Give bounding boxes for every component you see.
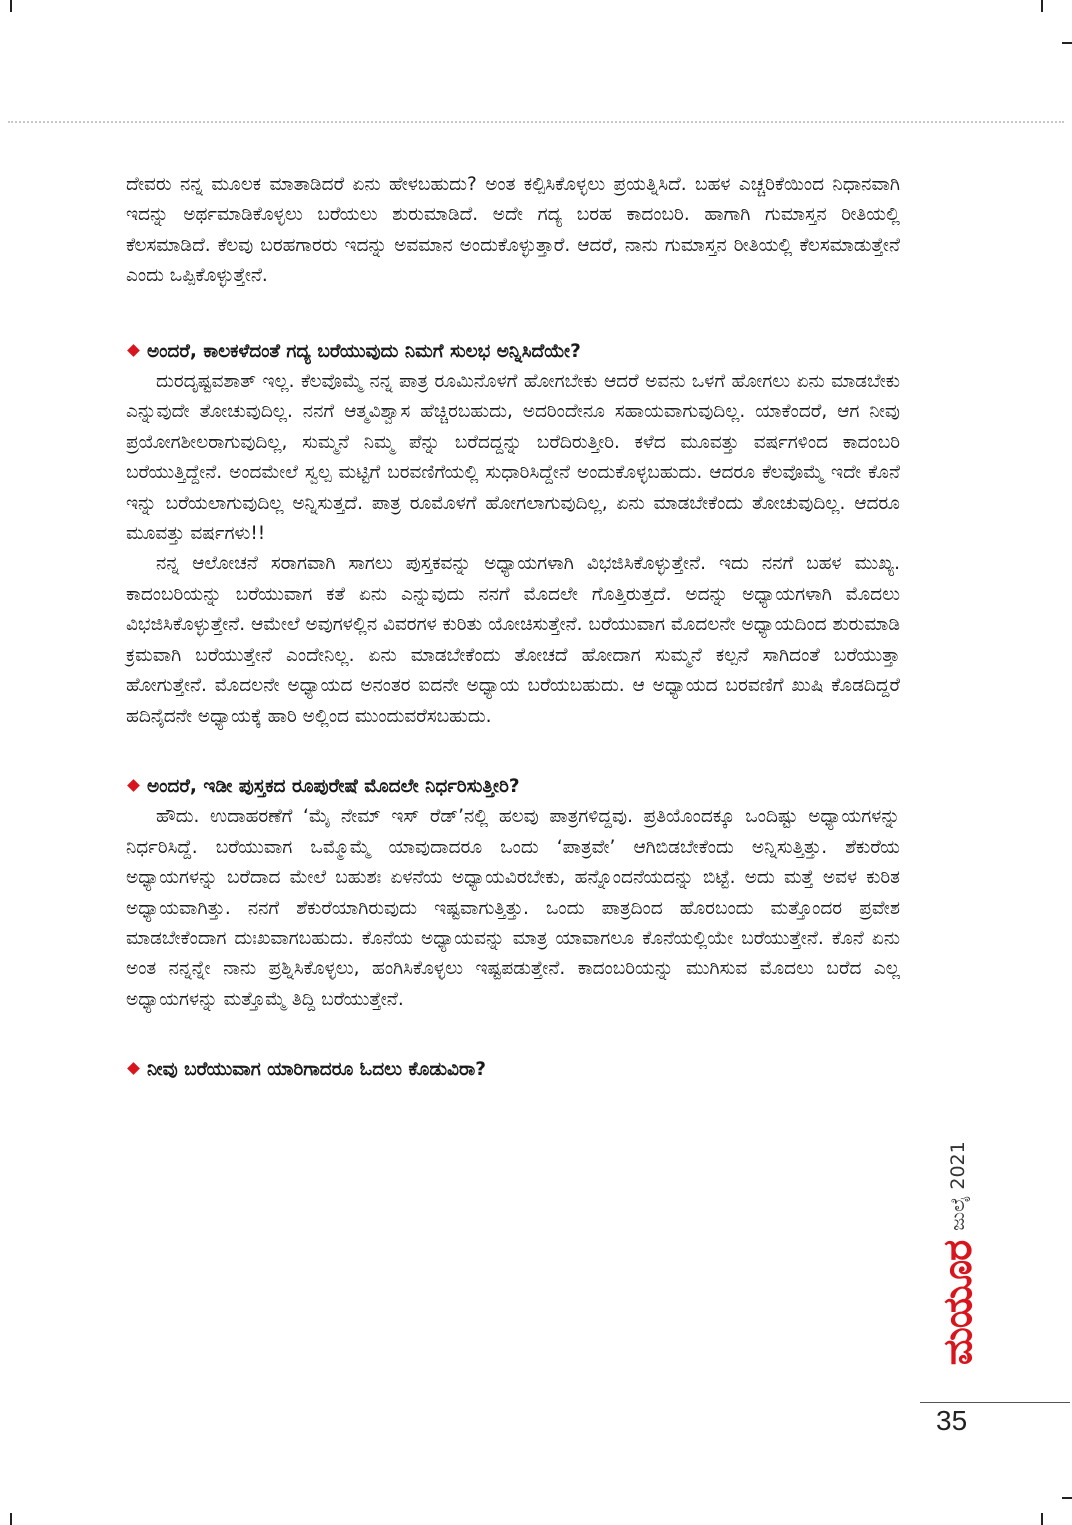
answer-1-paragraph-2: ನನ್ನ ಆಲೋಚನೆ ಸರಾಗವಾಗಿ ಸಾಗಲು ಪುಸ್ತಕವನ್ನು ಅಧ್ಯಾಯಗಳಾಗಿ ವಿಭಜಿಸಿಕೊಳ್ಳುತ್ತೇನೆ. ಇದು ನನಗೆ ಬಹಳ ಮುಖ್ಯ. ಕಾದಂಬರಿಯನ್ನು ಬರೆಯುವಾಗ ಕತೆ ಏನು ಎನ್ನುವುದು ನನಗೆ ಮೊದಲೇ ಗೊತ್ತಿರುತ್ತದೆ. ಅದನ್ನು ಅಧ್ಯಾಯಗಳಾಗಿ ಮೊದಲು ವಿಭಜಿಸಿಕೊಳ್ಳುತ್ತೇನೆ. ಆಮೇಲೆ ಅವುಗಳಲ್ಲಿನ ವಿವರಗಳ ಕುರಿತು ಯೋಚಿಸುತ್ತೇನೆ. ಬರೆಯುವಾಗ ಮೊದಲನೇ ಅಧ್ಯಾಯದಿಂದ ಶುರುಮಾಡಿ ಕ್ರಮವಾಗಿ ಬರೆಯುತ್ತೇನೆ ಎಂದೇನಿಲ್ಲ. ಏನು ಮಾಡಬೇಕೆಂದು ತೋಚದೆ ಹೋದಾಗ ಸುಮ್ಮನೆ ಕಲ್ಪನೆ ಸಾಗಿದಂತೆ ಬರೆಯುತ್ತಾ ಹೋಗುತ್ತೇನೆ. ಮೊದಲನೇ ಅಧ್ಯಾಯದ ಅನಂತರ ಐದನೇ ಅಧ್ಯಾಯ ಬರೆಯಬಹುದು. ಆ ಅಧ್ಯಾಯದ ಬರವಣಿಗೆ ಖುಷಿ ಕೊಡದಿದ್ದರೆ ಹದಿನೈದನೇ ಅಧ್ಯಾಯಕ್ಕೆ ಹಾರಿ ಅಲ್ಲಿಂದ ಮುಂದುವರೆಸಬಹುದು.	[126, 553, 900, 727]
diamond-bullet-icon	[127, 779, 140, 792]
question-2-text: ಅಂದರೆ, ಇಡೀ ಪುಸ್ತಕದ ರೂಪುರೇಷೆ ಮೊದಲೇ ನಿರ್ಧರಿಸುತ್ತೀರಿ?	[147, 775, 520, 797]
question-1	[126, 337, 900, 367]
crop-mark-bottom-right	[1041, 1513, 1043, 1525]
paragraph-intro: ದೇವರು ನನ್ನ ಮೂಲಕ ಮಾತಾಡಿದರೆ ಏನು ಹೇಳಬಹುದು? ಅಂತ ಕಲ್ಪಿಸಿಕೊಳ್ಳಲು ಪ್ರಯತ್ನಿಸಿದೆ. ಬಹಳ ಎಚ್ಚರಿಕೆಯಿಂದ ನಿಧಾನವಾಗಿ ಇದನ್ನು ಅರ್ಥಮಾಡಿಕೊಳ್ಳಲು ಬರೆಯಲು ಶುರುಮಾಡಿದೆ. ಅದೇ ಗದ್ಯ ಬರಹ ಕಾದಂಬರಿ. ಹಾಗಾಗಿ ಗುಮಾಸ್ತನ ರೀತಿಯಲ್ಲಿ ಕೆಲಸಮಾಡಿದೆ. ಕೆಲವು ಬರಹಗಾರರು ಇದನ್ನು ಅವಮಾನ ಅಂದುಕೊಳ್ಳುತ್ತಾರೆ. ಆದರೆ, ನಾನು ಗುಮಾಸ್ತನ ರೀತಿಯಲ್ಲಿ ಕೆಲಸಮಾಡುತ್ತೇನೆ ಎಂದು ಒಪ್ಪಿಕೊಳ್ಳುತ್ತೇನೆ.	[126, 174, 900, 287]
page-number: 35	[936, 1405, 968, 1436]
crop-mark-right-lower	[1062, 1497, 1072, 1499]
answer-2-paragraph: ಹೌದು. ಉದಾಹರಣೆಗೆ ‘ಮೈ ನೇಮ್ ಇಸ್ ರೆಡ್’ನಲ್ಲಿ ಹಲವು ಪಾತ್ರಗಳಿದ್ದವು. ಪ್ರತಿಯೊಂದಕ್ಕೂ ಒಂದಿಷ್ಟು ಅಧ್ಯಾಯಗಳನ್ನು ನಿರ್ಧರಿಸಿದ್ದೆ. ಬರೆಯುವಾಗ ಒಮ್ಮೊಮ್ಮೆ ಯಾವುದಾದರೂ ಒಂದು ‘ಪಾತ್ರವೇ’ ಆಗಿಬಿಡಬೇಕೆಂದು ಅನ್ನಿಸುತ್ತಿತ್ತು. ಶೆಕುರೆಯ ಅಧ್ಯಾಯಗಳನ್ನು ಬರೆದಾದ ಮೇಲೆ ಬಹುಶಃ ಏಳನೆಯ ಅಧ್ಯಾಯವಿರಬೇಕು, ಹನ್ನೊಂದನೆಯದನ್ನು ಬಿಟ್ಟೆ. ಅದು ಮತ್ತೆ ಅವಳ ಕುರಿತ ಅಧ್ಯಾಯವಾಗಿತ್ತು. ನನಗೆ ಶೆಕುರೆಯಾಗಿರುವುದು ಇಷ್ಟವಾಗುತ್ತಿತ್ತು. ಒಂದು ಪಾತ್ರದಿಂದ ಹೊರಬಂದು ಮತ್ತೊಂದರ ಪ್ರವೇಶ ಮಾಡಬೇಕೆಂದಾಗ ದುಃಖವಾಗಬಹುದು. ಕೊನೆಯ ಅಧ್ಯಾಯವನ್ನು ಮಾತ್ರ ಯಾವಾಗಲೂ ಕೊನೆಯಲ್ಲಿಯೇ ಬರೆಯುತ್ತೇನೆ. ಕೊನೆ ಏನು ಅಂತ ನನ್ನನ್ನೇ ನಾನು ಪ್ರಶ್ನಿಸಿಕೊಳ್ಳಲು, ಹಂಗಿಸಿಕೊಳ್ಳಲು ಇಷ್ಟಪಡುತ್ತೇನೆ. ಕಾದಂಬರಿಯನ್ನು ಮುಗಿಸುವ ಮೊದಲು ಬರೆದ ಎಲ್ಲ ಅಧ್ಯಾಯಗಳನ್ನು ಮತ್ತೊಮ್ಮೆ ತಿದ್ದಿ ಬರೆಯುತ್ತೇನೆ.	[126, 806, 900, 1010]
diamond-bullet-icon	[127, 344, 140, 357]
diamond-bullet-icon	[127, 1062, 140, 1075]
folio-rule	[920, 1402, 1070, 1403]
answer-1-paragraph-1: ದುರದೃಷ್ಟವಶಾತ್ ಇಲ್ಲ. ಕೆಲವೊಮ್ಮೆ ನನ್ನ ಪಾತ್ರ ರೂಮಿನೊಳಗೆ ಹೋಗಬೇಕು ಆದರೆ ಅವನು ಒಳಗೆ ಹೋಗಲು ಏನು ಮಾಡಬೇಕು ಎನ್ನುವುದೇ ತೋಚುವುದಿಲ್ಲ. ನನಗೆ ಆತ್ಮವಿಶ್ವಾಸ ಹೆಚ್ಚಿರಬಹುದು, ಅದರಿಂದೇನೂ ಸಹಾಯವಾಗುವುದಿಲ್ಲ. ಯಾಕೆಂದರೆ, ಆಗ ನೀವು ಪ್ರಯೋಗಶೀಲರಾಗುವುದಿಲ್ಲ, ಸುಮ್ಮನೆ ನಿಮ್ಮ ಪೆನ್ನು ಬರೆದದ್ದನ್ನು ಬರೆದಿರುತ್ತೀರಿ. ಕಳೆದ ಮೂವತ್ತು ವರ್ಷಗಳಿಂದ ಕಾದಂಬರಿ ಬರೆಯುತ್ತಿದ್ದೇನೆ. ಅಂದಮೇಲೆ ಸ್ವಲ್ಪ ಮಟ್ಟಿಗೆ ಬರವಣಿಗೆಯಲ್ಲಿ ಸುಧಾರಿಸಿದ್ದೇನೆ ಅಂದುಕೊಳ್ಳಬಹುದು. ಆದರೂ ಕೆಲವೊಮ್ಮೆ ಇದೇ ಕೊನೆ ಇನ್ನು ಬರೆಯಲಾಗುವುದಿಲ್ಲ ಅನ್ನಿಸುತ್ತದೆ. ಪಾತ್ರ ರೂಮೊಳಗೆ ಹೋಗಲಾಗುವುದಿಲ್ಲ, ಏನು ಮಾಡಬೇಕೆಂದು ತೋಚುವುದಿಲ್ಲ. ಆದರೂ ಮೂವತ್ತು ವರ್ಷಗಳು!!	[126, 371, 900, 545]
article-body	[126, 170, 900, 1086]
question-2	[126, 772, 900, 802]
crop-mark-bottom-left	[10, 1513, 12, 1525]
header-dotted-rule	[8, 121, 1064, 123]
crop-mark-top-right	[1041, 0, 1043, 12]
sidebar-issue-date: ಜುಲೈ 2021	[947, 1141, 969, 1231]
crop-mark-top-left	[10, 0, 12, 12]
magazine-logo: ಮಯೂರ	[935, 1240, 981, 1366]
question-3-text: ನೀವು ಬರೆಯುವಾಗ ಯಾರಿಗಾದರೂ ಓದಲು ಕೊಡುವಿರಾ?	[147, 1059, 486, 1081]
question-3	[126, 1055, 900, 1085]
question-1-text: ಅಂದರೆ, ಕಾಲಕಳೆದಂತೆ ಗದ್ಯ ಬರೆಯುವುದು ನಿಮಗೆ ಸುಲಭ ಅನ್ನಿಸಿದೆಯೇ?	[147, 340, 581, 362]
crop-mark-right-upper	[1062, 42, 1072, 44]
